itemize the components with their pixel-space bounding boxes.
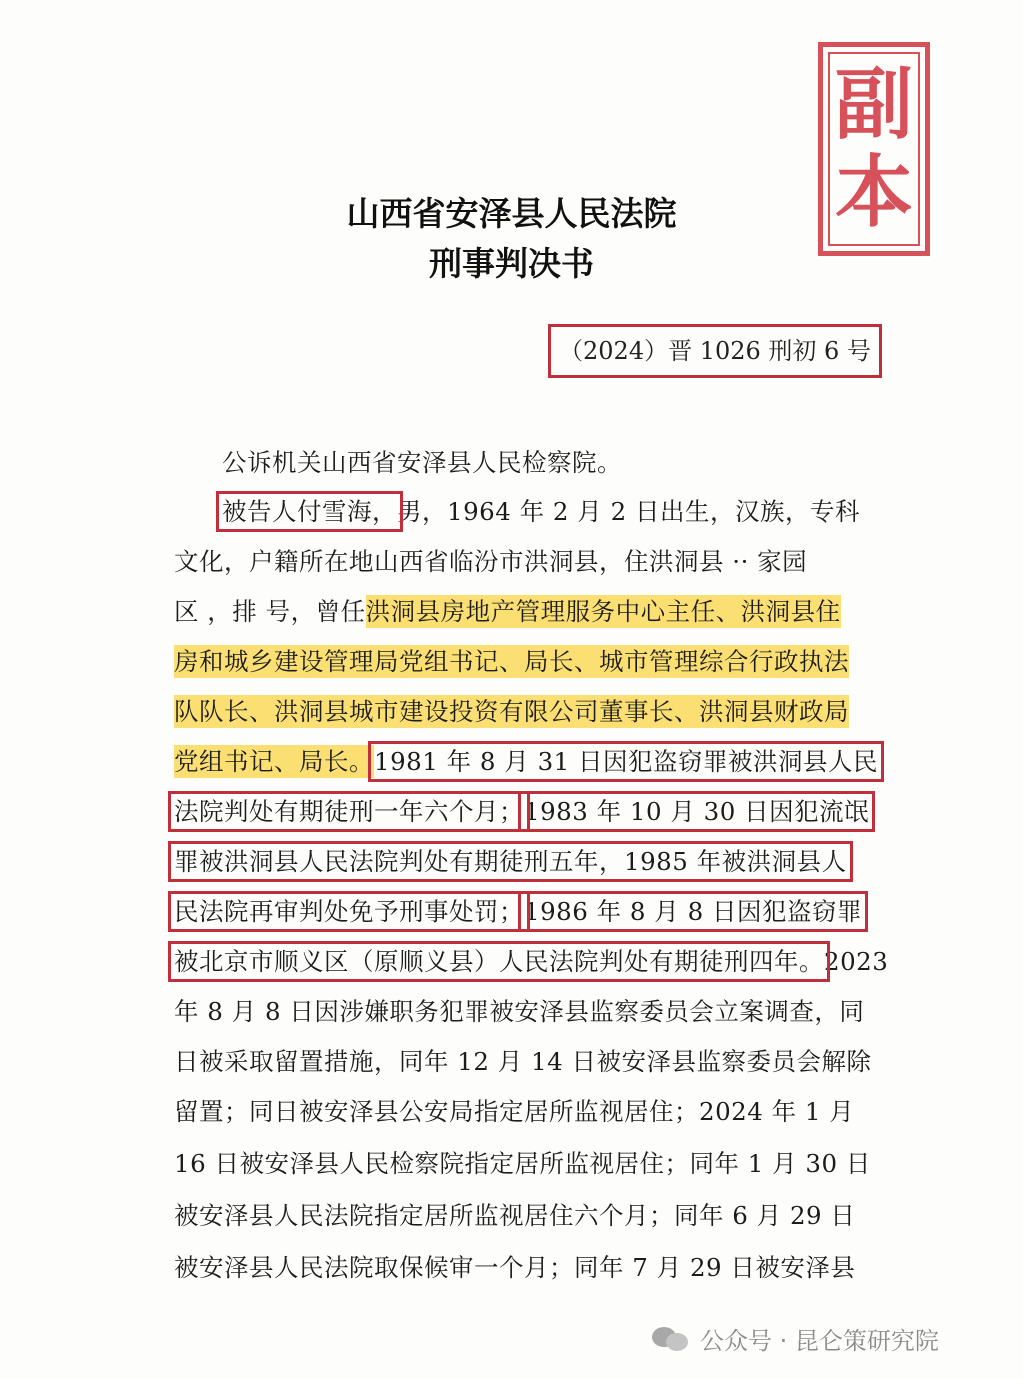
text-line-5 [174,644,894,680]
court-title: 山西省安泽县人民法院 [346,194,677,233]
defendant-info: 男，1964 年 2 月 2 日出生，汉族，专科 [397,497,860,526]
address-tail: 区 ，排 号，曾任 [174,597,366,626]
conviction-1981-box-cont: 法院判处有期徒刑一年六个月； [174,797,524,826]
text-line-6 [174,694,894,730]
text-line-8 [174,794,894,830]
positions-highlight-2: 房和城乡建设管理局党组书记、局长、城市管理综合行政执法 [174,647,849,676]
document-type-title: 刑事判决书 [429,244,594,283]
text-line-2 [222,494,942,530]
positions-highlight-3: 队队长、洪洞县城市建设投资有限公司董事长、洪洞县财政局 [174,697,849,726]
text-line-1: 公诉机关山西省安泽县人民检察院。 [222,448,622,477]
watermark-footer [652,1318,939,1358]
positions-highlight-4: 党组书记、局长。 [174,747,374,776]
stamp-char-2: 本 [834,148,913,238]
stamp-char-1: 副 [834,60,913,150]
text-line-17: 被安泽县人民法院取保候审一个月；同年 7 月 29 日被安泽县 [174,1253,856,1282]
text-line-15: 16 日被安泽县人民检察院指定居所监视居住；同年 1 月 30 日 [174,1149,871,1178]
text-line-10 [174,894,894,930]
text-line-7 [174,744,894,780]
text-line-14: 留置；同日被安泽县公安局指定居所监视居住；2024 年 1 月 [174,1097,855,1126]
text-line-13: 日被采取留置措施，同年 12 月 14 日被安泽县监察委员会解除 [174,1047,872,1076]
text-line-12: 年 8 月 8 日因涉嫌职务犯罪被安泽县监察委员会立案调查，同 [174,997,865,1026]
conviction-1983-box-cont: 罪被洪洞县人民法院判处有期徒刑五年，1985 年被洪洞县人 [174,847,847,876]
text-line-16: 被安泽县人民法院指定居所监视居住六个月；同年 6 月 29 日 [174,1201,856,1230]
conviction-1986-box-cont: 被北京市顺义区（原顺义县）人民法院判处有期徒刑四年。 [174,947,824,976]
text-line-9 [174,844,894,880]
conviction-1986-box: 1986 年 8 月 8 日因犯盗窃罪 [524,897,862,926]
conviction-1981-box: 1981 年 8 月 31 日因犯盗窃罪被洪洞县人民 [374,747,879,776]
text-line-3: 文化，户籍所在地山西省临汾市洪洞县，住洪洞县 ·· 家园 [174,547,808,576]
watermark-text: 公众号 · 昆仑策研究院 [700,1326,939,1355]
retrial-1985-box: 民法院再审判处免予刑事处罚； [174,897,524,926]
year-2023: 2023 [824,947,889,976]
conviction-1983-box: 1983 年 10 月 30 日因犯流氓 [524,797,870,826]
defendant-name-box: 被告人付雪海， [222,497,397,526]
case-number-box: （2024）晋 1026 刑初 6 号 [548,324,882,378]
wechat-icon [652,1323,692,1353]
text-line-4 [174,594,894,630]
text-line-11 [174,944,894,980]
positions-highlight-1: 洪洞县房地产管理服务中心主任、洪洞县住 [365,597,841,626]
